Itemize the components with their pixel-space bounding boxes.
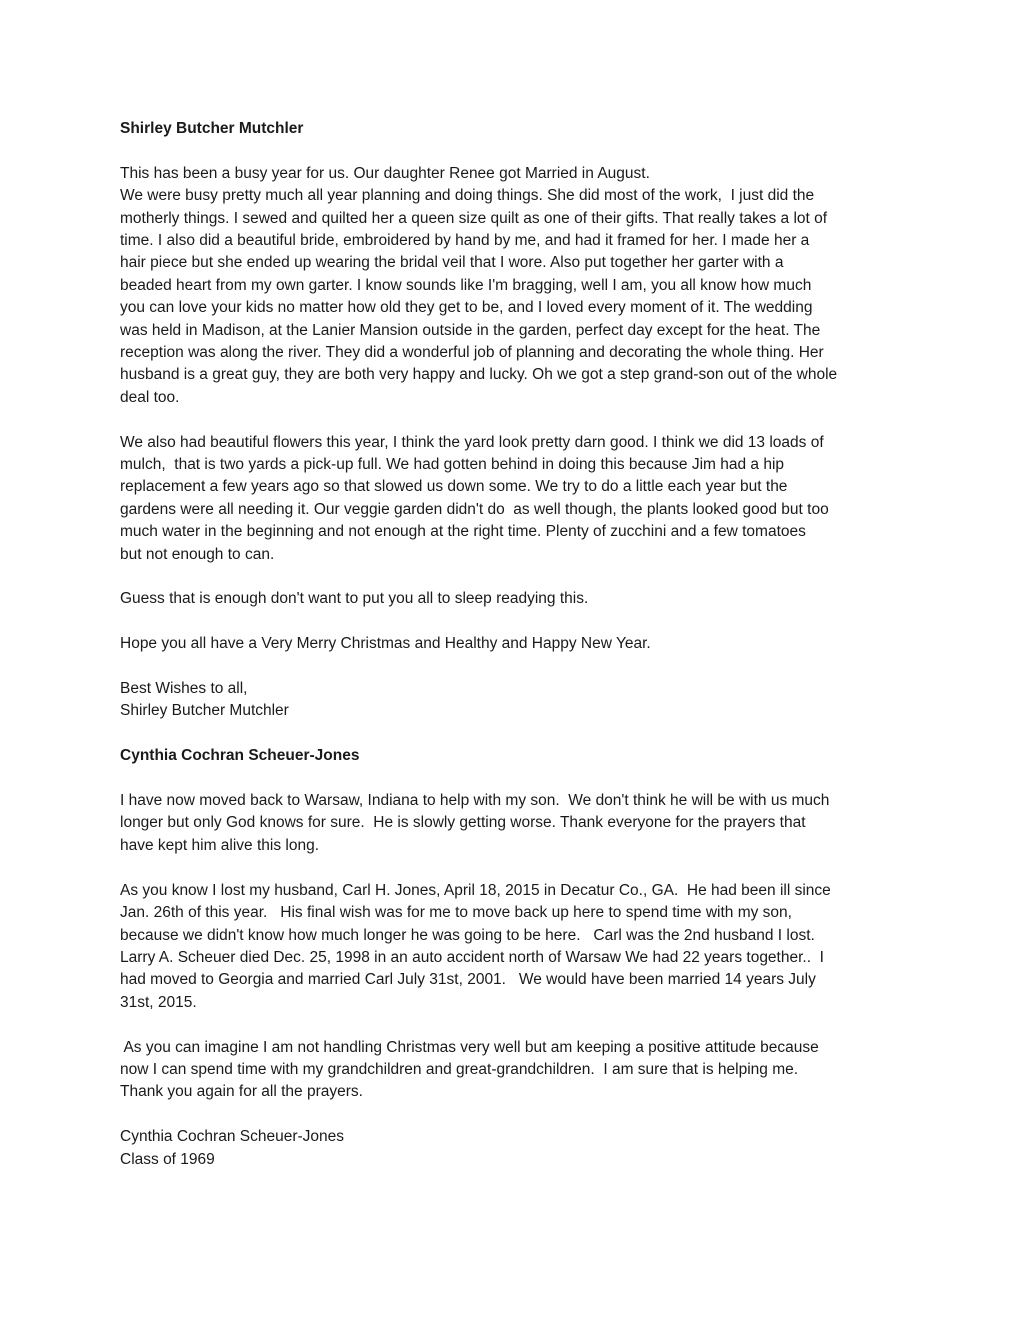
text-line: This has been a busy year for us. Our daughter Renee got Married in August. [120,164,650,182]
author-heading: Cynthia Cochran Scheuer-Jones [120,747,360,765]
paragraph [120,880,910,1014]
text-line: but not enough to can. [120,545,275,563]
text-line: have kept him alive this long. [120,836,320,854]
document-page [120,118,910,1193]
text-line: As you know I lost my husband, Carl H. Jones, April 18, 2015 in Decatur Co., GA. He had been ill since [120,881,831,899]
text-line: Guess that is enough don't want to put you all to sleep readying this. [120,590,589,608]
letter-cynthia [120,745,910,1171]
text-line: Thank you again for all the prayers. [120,1083,363,1101]
text-line: because we didn't know how much longer he was going to be here. Carl was the 2nd husband I lost. [120,926,815,944]
text-line: We also had beautiful flowers this year, I think the yard look pretty darn good. I think we did 13 loads of [120,433,824,451]
letter-shirley [120,118,910,723]
paragraph [120,163,910,409]
class-year: Class of 1969 [120,1150,215,1168]
paragraph [120,588,910,610]
text-line: deal too. [120,388,180,406]
text-line: had moved to Georgia and married Carl July 31st, 2001. We would have been married 14 years July [120,971,816,989]
signature-name: Cynthia Cochran Scheuer-Jones [120,1128,345,1146]
text-line: hair piece but she ended up wearing the bridal veil that I wore. Also put together her garter with a [120,254,784,272]
text-line: gardens were all needing it. Our veggie garden didn't do as well though, the plants looked good but too [120,500,829,518]
signature-block [120,678,910,723]
text-line: Hope you all have a Very Merry Christmas and Healthy and Happy New Year. [120,635,651,653]
closing-line: Best Wishes to all, [120,680,248,698]
paragraph [120,790,910,857]
paragraph [120,633,910,655]
text-line: As you can imagine I am not handling Christmas very well but am keeping a positive attitude because [120,1038,819,1056]
text-line: time. I also did a beautiful bride, embroidered by hand by me, and had it framed for her. I made her a [120,232,810,250]
text-line: you can love your kids no matter how old they get to be, and I loved every moment of it. The wedding [120,299,813,317]
text-line: now I can spend time with my grandchildren and great-grandchildren. I am sure that is helping me. [120,1060,799,1078]
text-line: Jan. 26th of this year. His final wish was for me to move back up here to spend time with my son, [120,904,792,922]
text-line: beaded heart from my own garter. I know sounds like I'm bragging, well I am, you all know how much [120,276,812,294]
text-line: Larry A. Scheuer died Dec. 25, 1998 in an auto accident north of Warsaw We had 22 years together.. I [120,948,824,966]
text-line: 31st, 2015. [120,993,197,1011]
text-line: mulch, that is two yards a pick-up full. We had gotten behind in doing this because Jim had a hip [120,456,785,474]
signature-block [120,1126,910,1171]
paragraph [120,1037,910,1104]
signature-name: Shirley Butcher Mutchler [120,702,289,720]
paragraph [120,432,910,566]
text-line: longer but only God knows for sure. He is slowly getting worse. Thank everyone for the prayers that [120,814,806,832]
text-line: husband is a great guy, they are both very happy and lucky. Oh we got a step grand-son out of the whole [120,366,838,384]
text-line: replacement a few years ago so that slowed us down some. We try to do a little each year but the [120,478,788,496]
text-line: reception was along the river. They did a wonderful job of planning and decorating the whole thing. Her [120,344,824,362]
text-line: I have now moved back to Warsaw, Indiana to help with my son. We don't think he will be with us much [120,792,830,810]
text-line: much water in the beginning and not enough at the right time. Plenty of zucchini and a few tomatoes [120,523,806,541]
author-heading: Shirley Butcher Mutchler [120,120,304,137]
text-line: was held in Madison, at the Lanier Mansion outside in the garden, perfect day except for the heat. The [120,321,821,339]
text-line: motherly things. I sewed and quilted her a queen size quilt as one of their gifts. That really takes a lot of [120,209,828,227]
text-line: We were busy pretty much all year planning and doing things. She did most of the work, I just did the [120,187,815,205]
